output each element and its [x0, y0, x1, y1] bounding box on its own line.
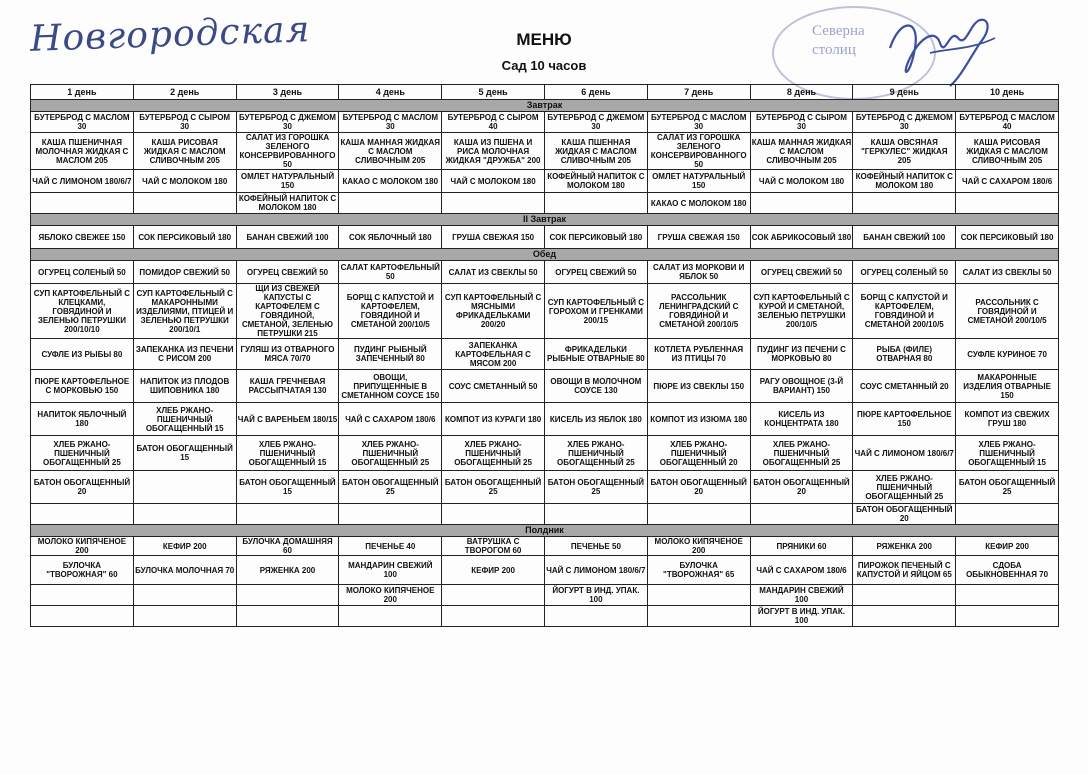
menu-cell: ХЛЕБ РЖАНО-ПШЕНИЧНЫЙ ОБОГАЩЕННЫЙ 25 — [544, 436, 647, 471]
menu-cell — [31, 606, 134, 627]
page-subtitle: Сад 10 часов — [501, 58, 587, 73]
menu-cell: ЗАПЕКАНКА ИЗ ПЕЧЕНИ С РИСОМ 200 — [133, 339, 236, 370]
menu-cell: САЛАТ КАРТОФЕЛЬНЫЙ 50 — [339, 261, 442, 284]
menu-cell — [647, 504, 750, 525]
menu-cell: БАТОН ОБОГАЩЕННЫЙ 25 — [544, 471, 647, 504]
menu-cell: ХЛЕБ РЖАНО-ПШЕНИЧНЫЙ ОБОГАЩЕННЫЙ 20 — [647, 436, 750, 471]
menu-cell: ГРУША СВЕЖАЯ 150 — [442, 226, 545, 249]
section-title: II Завтрак — [31, 214, 1059, 226]
menu-cell: ПОМИДОР СВЕЖИЙ 50 — [133, 261, 236, 284]
menu-cell: ВАТРУШКА С ТВОРОГОМ 60 — [442, 537, 545, 556]
menu-row — [31, 112, 1059, 133]
menu-cell: МАНДАРИН СВЕЖИЙ 100 — [750, 585, 853, 606]
menu-cell: САЛАТ ИЗ ГОРОШКА ЗЕЛЕНОГО КОНСЕРВИРОВАННОГО 50 — [647, 133, 750, 170]
stamp-line-1: Северна — [812, 23, 865, 39]
menu-cell — [236, 504, 339, 525]
menu-cell: ПЮРЕ КАРТОФЕЛЬНОЕ С МОРКОВЬЮ 150 — [31, 370, 134, 403]
menu-cell — [853, 193, 956, 214]
menu-cell: ХЛЕБ РЖАНО-ПШЕНИЧНЫЙ ОБОГАЩЕННЫЙ 15 — [236, 436, 339, 471]
menu-cell — [31, 585, 134, 606]
menu-cell: ХЛЕБ РЖАНО-ПШЕНИЧНЫЙ ОБОГАЩЕННЫЙ 25 — [853, 471, 956, 504]
menu-cell: МОЛОКО КИПЯЧЕНОЕ 200 — [339, 585, 442, 606]
menu-cell — [544, 193, 647, 214]
menu-cell — [647, 585, 750, 606]
menu-cell — [133, 471, 236, 504]
menu-cell — [956, 606, 1059, 627]
menu-cell: ГУЛЯШ ИЗ ОТВАРНОГО МЯСА 70/70 — [236, 339, 339, 370]
menu-cell — [956, 585, 1059, 606]
menu-cell: КОФЕЙНЫЙ НАПИТОК С МОЛОКОМ 180 — [853, 170, 956, 193]
menu-cell — [442, 193, 545, 214]
handwritten-note: Новгородская — [29, 9, 312, 60]
menu-cell: ОГУРЕЦ СВЕЖИЙ 50 — [544, 261, 647, 284]
menu-cell: КЕФИР 200 — [442, 556, 545, 585]
section-header-row — [31, 214, 1059, 226]
menu-cell — [339, 193, 442, 214]
section-title: Полдник — [31, 525, 1059, 537]
menu-cell: БАТОН ОБОГАЩЕННЫЙ 20 — [853, 504, 956, 525]
menu-row — [31, 556, 1059, 585]
day-header-row — [31, 85, 1059, 100]
menu-cell — [31, 193, 134, 214]
day-header: 3 день — [236, 85, 339, 100]
menu-cell: ФРИКАДЕЛЬКИ РЫБНЫЕ ОТВАРНЫЕ 80 — [544, 339, 647, 370]
menu-cell: КАША ПШЕНИЧНАЯ МОЛОЧНАЯ ЖИДКАЯ С МАСЛОМ 205 — [31, 133, 134, 170]
menu-cell: КАША ГРЕЧНЕВАЯ РАССЫПЧАТАЯ 130 — [236, 370, 339, 403]
menu-cell: ПЮРЕ КАРТОФЕЛЬНОЕ 150 — [853, 403, 956, 436]
page-title: МЕНЮ — [516, 30, 572, 49]
menu-cell: БАТОН ОБОГАЩЕННЫЙ 25 — [339, 471, 442, 504]
menu-cell: ЧАЙ С ЛИМОНОМ 180/6/7 — [853, 436, 956, 471]
menu-cell: БАТОН ОБОГАЩЕННЫЙ 20 — [750, 471, 853, 504]
menu-cell — [133, 606, 236, 627]
menu-row — [31, 226, 1059, 249]
menu-cell: ЧАЙ С МОЛОКОМ 180 — [442, 170, 545, 193]
day-header: 2 день — [133, 85, 236, 100]
menu-cell: КАША РИСОВАЯ ЖИДКАЯ С МАСЛОМ СЛИВОЧНЫМ 205 — [956, 133, 1059, 170]
menu-cell: БАТОН ОБОГАЩЕННЫЙ 25 — [442, 471, 545, 504]
menu-cell: САЛАТ ИЗ ГОРОШКА ЗЕЛЕНОГО КОНСЕРВИРОВАННОГО 50 — [236, 133, 339, 170]
menu-cell: КИСЕЛЬ ИЗ КОНЦЕНТРАТА 180 — [750, 403, 853, 436]
menu-cell: ПРЯНИКИ 60 — [750, 537, 853, 556]
menu-cell: БУТЕРБРОД С МАСЛОМ 30 — [647, 112, 750, 133]
menu-cell — [236, 585, 339, 606]
menu-cell — [544, 606, 647, 627]
menu-cell — [133, 504, 236, 525]
day-header: 9 день — [853, 85, 956, 100]
menu-cell: СУП КАРТОФЕЛЬНЫЙ С ГОРОХОМ И ГРЕНКАМИ 200/15 — [544, 284, 647, 339]
menu-cell: ГРУША СВЕЖАЯ 150 — [647, 226, 750, 249]
menu-table — [30, 84, 1059, 627]
menu-cell: ХЛЕБ РЖАНО-ПШЕНИЧНЫЙ ОБОГАЩЕННЫЙ 25 — [442, 436, 545, 471]
menu-cell: КАКАО С МОЛОКОМ 180 — [647, 193, 750, 214]
menu-cell: КЕФИР 200 — [956, 537, 1059, 556]
menu-cell: ОВОЩИ В МОЛОЧНОМ СОУСЕ 130 — [544, 370, 647, 403]
menu-cell — [853, 585, 956, 606]
menu-cell: БУЛОЧКА "ТВОРОЖНАЯ" 60 — [31, 556, 134, 585]
menu-cell: КАША ПШЕННАЯ ЖИДКАЯ С МАСЛОМ СЛИВОЧНЫМ 205 — [544, 133, 647, 170]
menu-cell: БУТЕРБРОД С СЫРОМ 30 — [750, 112, 853, 133]
menu-cell: САЛАТ ИЗ СВЕКЛЫ 50 — [442, 261, 545, 284]
menu-cell: ХЛЕБ РЖАНО-ПШЕНИЧНЫЙ ОБОГАЩЕННЫЙ 25 — [750, 436, 853, 471]
menu-cell: КАКАО С МОЛОКОМ 180 — [339, 170, 442, 193]
menu-cell: ПУДИНГ ИЗ ПЕЧЕНИ С МОРКОВЬЮ 80 — [750, 339, 853, 370]
menu-cell: РЯЖЕНКА 200 — [236, 556, 339, 585]
menu-cell: СОК ПЕРСИКОВЫЙ 180 — [956, 226, 1059, 249]
menu-cell: СОК ЯБЛОЧНЫЙ 180 — [339, 226, 442, 249]
menu-cell: БУЛОЧКА ДОМАШНЯЯ 60 — [236, 537, 339, 556]
menu-cell: КАША МАННАЯ ЖИДКАЯ С МАСЛОМ СЛИВОЧНЫМ 205 — [750, 133, 853, 170]
menu-cell — [750, 504, 853, 525]
menu-cell: ОГУРЕЦ СВЕЖИЙ 50 — [236, 261, 339, 284]
menu-cell: ХЛЕБ РЖАНО-ПШЕНИЧНЫЙ ОБОГАЩЕННЫЙ 15 — [133, 403, 236, 436]
day-header: 7 день — [647, 85, 750, 100]
menu-cell: БУТЕРБРОД С ДЖЕМОМ 30 — [853, 112, 956, 133]
menu-cell: ЧАЙ С МОЛОКОМ 180 — [750, 170, 853, 193]
menu-cell: ПЕЧЕНЬЕ 50 — [544, 537, 647, 556]
day-header: 8 день — [750, 85, 853, 100]
menu-cell: РАГУ ОВОЩНОЕ (3-Й ВАРИАНТ) 150 — [750, 370, 853, 403]
menu-cell: ПУДИНГ РЫБНЫЙ ЗАПЕЧЕННЫЙ 80 — [339, 339, 442, 370]
menu-cell: БАНАН СВЕЖИЙ 100 — [853, 226, 956, 249]
menu-cell: БАТОН ОБОГАЩЕННЫЙ 15 — [236, 471, 339, 504]
menu-cell: БУТЕРБРОД С ДЖЕМОМ 30 — [544, 112, 647, 133]
menu-cell: ОМЛЕТ НАТУРАЛЬНЫЙ 150 — [647, 170, 750, 193]
menu-cell: КАША ИЗ ПШЕНА И РИСА МОЛОЧНАЯ ЖИДКАЯ "ДРУЖБА" 200 — [442, 133, 545, 170]
menu-cell — [853, 606, 956, 627]
menu-cell: КОФЕЙНЫЙ НАПИТОК С МОЛОКОМ 180 — [544, 170, 647, 193]
section-header-row — [31, 249, 1059, 261]
menu-cell: НАПИТОК ИЗ ПЛОДОВ ШИПОВНИКА 180 — [133, 370, 236, 403]
menu-row — [31, 403, 1059, 436]
menu-cell: КИСЕЛЬ ИЗ ЯБЛОК 180 — [544, 403, 647, 436]
menu-row — [31, 193, 1059, 214]
menu-cell: СОК ПЕРСИКОВЫЙ 180 — [133, 226, 236, 249]
menu-cell: ЙОГУРТ В ИНД. УПАК. 100 — [750, 606, 853, 627]
menu-cell: БУТЕРБРОД С СЫРОМ 30 — [133, 112, 236, 133]
menu-cell: БАТОН ОБОГАЩЕННЫЙ 15 — [133, 436, 236, 471]
menu-cell: ОМЛЕТ НАТУРАЛЬНЫЙ 150 — [236, 170, 339, 193]
menu-cell: ПЕЧЕНЬЕ 40 — [339, 537, 442, 556]
menu-cell: ОГУРЕЦ СВЕЖИЙ 50 — [750, 261, 853, 284]
menu-cell: КАША РИСОВАЯ ЖИДКАЯ С МАСЛОМ СЛИВОЧНЫМ 205 — [133, 133, 236, 170]
menu-row — [31, 585, 1059, 606]
menu-cell: СУП КАРТОФЕЛЬНЫЙ С КЛЕЦКАМИ, ГОВЯДИНОЙ И ЗЕЛЕНЬЮ ПЕТРУШКИ 200/10/10 — [31, 284, 134, 339]
menu-cell — [544, 504, 647, 525]
menu-cell: БАТОН ОБОГАЩЕННЫЙ 25 — [956, 471, 1059, 504]
menu-cell: ХЛЕБ РЖАНО-ПШЕНИЧНЫЙ ОБОГАЩЕННЫЙ 15 — [956, 436, 1059, 471]
menu-cell — [956, 193, 1059, 214]
menu-cell: МОЛОКО КИПЯЧЕНОЕ 200 — [647, 537, 750, 556]
menu-cell: БОРЩ С КАПУСТОЙ И КАРТОФЕЛЕМ, ГОВЯДИНОЙ И СМЕТАНОЙ 200/10/5 — [853, 284, 956, 339]
section-title: Обед — [31, 249, 1059, 261]
menu-cell: ПИРОЖОК ПЕЧЕНЫЙ С КАПУСТОЙ И ЯЙЦОМ 65 — [853, 556, 956, 585]
menu-row — [31, 284, 1059, 339]
menu-cell — [647, 606, 750, 627]
menu-cell: КОМПОТ ИЗ СВЕЖИХ ГРУШ 180 — [956, 403, 1059, 436]
menu-row — [31, 606, 1059, 627]
menu-row — [31, 471, 1059, 504]
day-header: 6 день — [544, 85, 647, 100]
menu-cell: ЧАЙ С ЛИМОНОМ 180/6/7 — [544, 556, 647, 585]
stamp-line-2: столиц — [812, 42, 856, 58]
menu-row — [31, 537, 1059, 556]
menu-cell — [133, 193, 236, 214]
menu-cell: МОЛОКО КИПЯЧЕНОЕ 200 — [31, 537, 134, 556]
menu-cell: РЫБА (ФИЛЕ) ОТВАРНАЯ 80 — [853, 339, 956, 370]
menu-cell: РАССОЛЬНИК ЛЕНИНГРАДСКИЙ С ГОВЯДИНОЙ И СМЕТАНОЙ 200/10/5 — [647, 284, 750, 339]
menu-cell — [133, 585, 236, 606]
menu-cell: БАТОН ОБОГАЩЕННЫЙ 20 — [31, 471, 134, 504]
menu-cell: БОРЩ С КАПУСТОЙ И КАРТОФЕЛЕМ, ГОВЯДИНОЙ И СМЕТАНОЙ 200/10/5 — [339, 284, 442, 339]
menu-cell — [750, 193, 853, 214]
menu-row — [31, 133, 1059, 170]
menu-row — [31, 339, 1059, 370]
menu-cell: СУФЛЕ КУРИНОЕ 70 — [956, 339, 1059, 370]
menu-cell: МАНДАРИН СВЕЖИЙ 100 — [339, 556, 442, 585]
menu-cell — [339, 504, 442, 525]
menu-cell: ЧАЙ С ЛИМОНОМ 180/6/7 — [31, 170, 134, 193]
menu-cell: БУЛОЧКА МОЛОЧНАЯ 70 — [133, 556, 236, 585]
menu-cell: КОФЕЙНЫЙ НАПИТОК С МОЛОКОМ 180 — [236, 193, 339, 214]
menu-cell: СУФЛЕ ИЗ РЫБЫ 80 — [31, 339, 134, 370]
menu-cell: БУЛОЧКА "ТВОРОЖНАЯ" 65 — [647, 556, 750, 585]
menu-cell: БУТЕРБРОД С ДЖЕМОМ 30 — [236, 112, 339, 133]
menu-cell: КОМПОТ ИЗ ИЗЮМА 180 — [647, 403, 750, 436]
menu-row — [31, 370, 1059, 403]
menu-row — [31, 504, 1059, 525]
menu-cell: КОМПОТ ИЗ КУРАГИ 180 — [442, 403, 545, 436]
menu-cell — [442, 504, 545, 525]
menu-cell: РЯЖЕНКА 200 — [853, 537, 956, 556]
menu-cell: БУТЕРБРОД С МАСЛОМ 40 — [956, 112, 1059, 133]
menu-cell: НАПИТОК ЯБЛОЧНЫЙ 180 — [31, 403, 134, 436]
menu-cell — [442, 606, 545, 627]
menu-cell: ЧАЙ С МОЛОКОМ 180 — [133, 170, 236, 193]
menu-cell: ЧАЙ С САХАРОМ 180/6 — [339, 403, 442, 436]
menu-cell: ЗАПЕКАНКА КАРТОФЕЛЬНАЯ С МЯСОМ 200 — [442, 339, 545, 370]
menu-cell: МАКАРОННЫЕ ИЗДЕЛИЯ ОТВАРНЫЕ 150 — [956, 370, 1059, 403]
menu-cell: СОУС СМЕТАННЫЙ 20 — [853, 370, 956, 403]
section-header-row — [31, 100, 1059, 112]
menu-cell: ЧАЙ С ВАРЕНЬЕМ 180/15 — [236, 403, 339, 436]
menu-cell: ЙОГУРТ В ИНД. УПАК. 100 — [544, 585, 647, 606]
menu-row — [31, 261, 1059, 284]
menu-cell: СОУС СМЕТАННЫЙ 50 — [442, 370, 545, 403]
day-header: 1 день — [31, 85, 134, 100]
menu-cell: СУП КАРТОФЕЛЬНЫЙ С МЯСНЫМИ ФРИКАДЕЛЬКАМИ 200/20 — [442, 284, 545, 339]
day-header: 4 день — [339, 85, 442, 100]
menu-cell: БУТЕРБРОД С СЫРОМ 40 — [442, 112, 545, 133]
menu-cell: КАША МАННАЯ ЖИДКАЯ С МАСЛОМ СЛИВОЧНЫМ 205 — [339, 133, 442, 170]
menu-cell: САЛАТ ИЗ СВЕКЛЫ 50 — [956, 261, 1059, 284]
menu-cell: ЩИ ИЗ СВЕЖЕЙ КАПУСТЫ С КАРТОФЕЛЕМ С ГОВЯДИНОЙ, СМЕТАНОЙ, ЗЕЛЕНЬЮ ПЕТРУШКИ 215 — [236, 284, 339, 339]
menu-cell: ЧАЙ С САХАРОМ 180/6 — [750, 556, 853, 585]
menu-cell: КЕФИР 200 — [133, 537, 236, 556]
menu-cell: БУТЕРБРОД С МАСЛОМ 30 — [31, 112, 134, 133]
section-title: Завтрак — [31, 100, 1059, 112]
menu-cell: САЛАТ ИЗ МОРКОВИ И ЯБЛОК 50 — [647, 261, 750, 284]
menu-cell — [339, 606, 442, 627]
menu-cell: БАНАН СВЕЖИЙ 100 — [236, 226, 339, 249]
menu-cell: БАТОН ОБОГАЩЕННЫЙ 20 — [647, 471, 750, 504]
menu-cell — [31, 504, 134, 525]
menu-cell: ПЮРЕ ИЗ СВЕКЛЫ 150 — [647, 370, 750, 403]
menu-cell: ОГУРЕЦ СОЛЕНЫЙ 50 — [31, 261, 134, 284]
menu-cell: ОВОЩИ, ПРИПУЩЕННЫЕ В СМЕТАННОМ СОУСЕ 150 — [339, 370, 442, 403]
menu-cell: ХЛЕБ РЖАНО-ПШЕНИЧНЫЙ ОБОГАЩЕННЫЙ 25 — [31, 436, 134, 471]
day-header: 10 день — [956, 85, 1059, 100]
menu-cell: РАССОЛЬНИК С ГОВЯДИНОЙ И СМЕТАНОЙ 200/10/5 — [956, 284, 1059, 339]
menu-row — [31, 436, 1059, 471]
menu-cell — [236, 606, 339, 627]
menu-cell: СУП КАРТОФЕЛЬНЫЙ С МАКАРОННЫМИ ИЗДЕЛИЯМИ, ПТИЦЕЙ И ЗЕЛЕНЬЮ ПЕТРУШКИ 200/10/1 — [133, 284, 236, 339]
menu-cell — [956, 504, 1059, 525]
menu-row — [31, 170, 1059, 193]
day-header: 5 день — [442, 85, 545, 100]
menu-cell: ХЛЕБ РЖАНО-ПШЕНИЧНЫЙ ОБОГАЩЕННЫЙ 25 — [339, 436, 442, 471]
menu-cell: ЯБЛОКО СВЕЖЕЕ 150 — [31, 226, 134, 249]
menu-cell — [442, 585, 545, 606]
menu-cell: ОГУРЕЦ СОЛЕНЫЙ 50 — [853, 261, 956, 284]
menu-cell: СДОБА ОБЫКНОВЕННАЯ 70 — [956, 556, 1059, 585]
menu-cell: БУТЕРБРОД С МАСЛОМ 30 — [339, 112, 442, 133]
menu-cell: КОТЛЕТА РУБЛЕННАЯ ИЗ ПТИЦЫ 70 — [647, 339, 750, 370]
menu-cell: ЧАЙ С САХАРОМ 180/6 — [956, 170, 1059, 193]
menu-cell: СУП КАРТОФЕЛЬНЫЙ С КУРОЙ И СМЕТАНОЙ, ЗЕЛЕНЬЮ ПЕТРУШКИ 200/10/5 — [750, 284, 853, 339]
menu-cell: СОК АБРИКОСОВЫЙ 180 — [750, 226, 853, 249]
menu-cell: КАША ОВСЯНАЯ "ГЕРКУЛЕС" ЖИДКАЯ 205 — [853, 133, 956, 170]
menu-cell: СОК ПЕРСИКОВЫЙ 180 — [544, 226, 647, 249]
section-header-row — [31, 525, 1059, 537]
